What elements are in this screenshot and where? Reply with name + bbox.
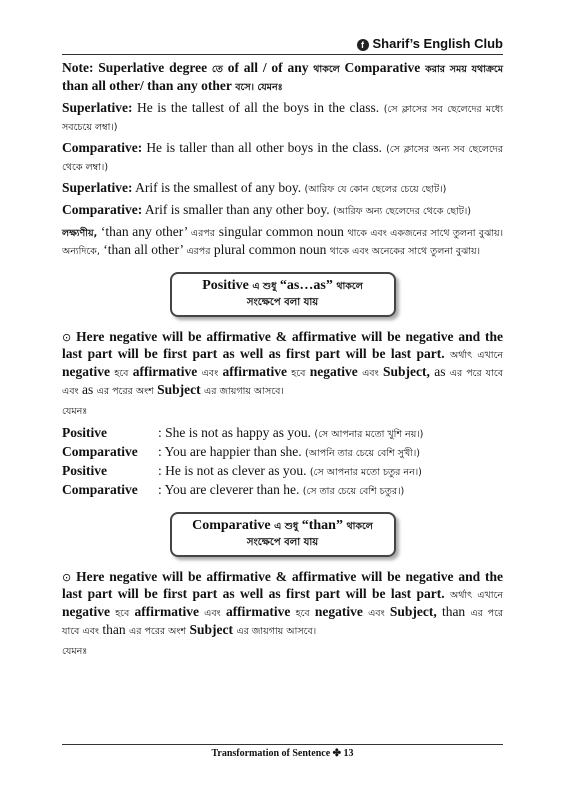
example-pair: Comparative: Arif is smaller than any other boy. (আরিফ অন্য ছেলেদের থেকে ছোট।) [62,202,472,217]
page-header [62,36,503,51]
page-number: 13 [343,748,354,759]
rule-paragraph: ⊙ Here negative will be affirmative & affirmative will be negative and the last part will be first part as well as first part will be last part. অর্থাৎ এখানে negative হবে affirmative এবং affirmative হবে negative এবং Subject, as এর পরে যাবে এবং as এর পরের অংশ Subject এর জায়গায় আসবে। [62,329,504,397]
example-pair: Superlative: Arif is the smallest of any boy. (আরিফ যে কোন ছেলের চেয়ে ছোট।) [62,180,447,195]
bullet-icon: ⊙ [62,331,72,344]
observation-paragraph: লক্ষ্যণীয়, ‘than any other’ এরপর singular common noun থাকে এবং একজনের সাথে তুলনা বুঝায়। অন্যদিকে, ‘than all other’ এরপর plural common noun থাকে এবং অনেকের সাথে তুলনা বুঝায়। [62,224,504,257]
header-rule [62,54,503,55]
bullet-icon: ⊙ [62,571,72,584]
note-paragraph: Note: Superlative degree তে of all / of any থাকলে Comparative করার সময় যথাক্রমে than all other/ than any other বসে। যেমনঃ [62,60,503,93]
list-item: Positive : She is not as happy as you. (সে আপনার মতো খুশি নয়।) [62,425,424,440]
example-label: যেমনঃ [62,406,88,417]
rule-paragraph: ⊙ Here negative will be affirmative & affirmative will be negative and the last part will be first part as well as first part will be last part. অর্থাৎ এখানে negative হবে affirmative এবং affirmative হবে negative এবং Subject, than এর পরে যাবে এবং than এর পরের অংশ Subject এর জায়গায় আসবে। [62,569,504,637]
page-footer: Transformation of Sentence ✤ 13 [211,748,354,759]
example-pair: Superlative: He is the tallest of all the boys in the class. (সে ক্লাসের সব ছেলেদের মধ্যে সবচেয়ে লম্বা।) [62,100,504,133]
positive-rule-box: Positive এ শুধু “as…as” থাকলে সংক্ষেপে বলা যায় [170,272,396,317]
comparative-rule-box: Comparative এ শুধু “than” থাকলে সংক্ষেপে বলা যায় [170,512,396,557]
example-pair: Comparative: He is taller than all other boys in the class. (সে ক্লাসের অন্য সব ছেলেদের থেকে লম্বা।) [62,140,504,173]
example-label: যেমনঃ [62,646,88,657]
page-content [62,60,503,664]
list-item: Comparative : You are cleverer than he. (সে তার চেয়ে বেশি চতুর।) [62,482,405,497]
footer-rule [62,744,503,745]
ornament-icon: ✤ [332,748,342,759]
facebook-icon: f [357,39,369,51]
list-item: Comparative : You are happier than she. (আপনি তার চেয়ে বেশি সুখী।) [62,444,421,459]
list-item: Positive : He is not as clever as you. (সে আপনার মতো চতুর নন।) [62,463,422,478]
club-name: Sharif’s English Club [372,36,503,51]
examples-list [62,424,503,500]
